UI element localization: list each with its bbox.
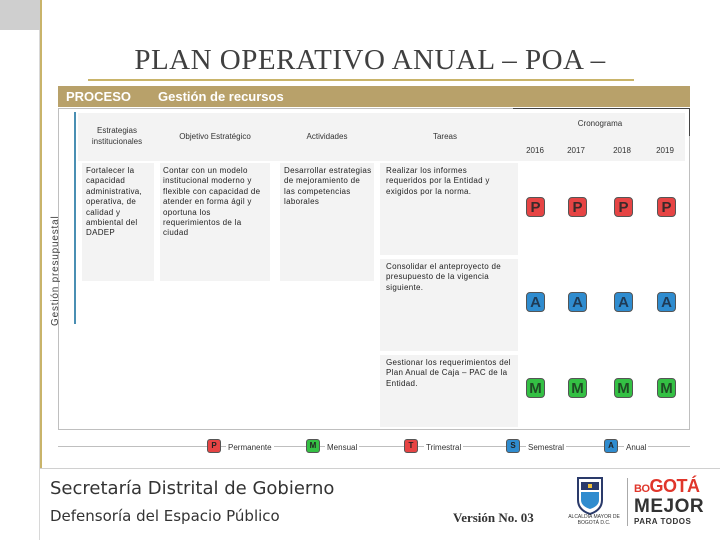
badge-task1-2018: P xyxy=(614,197,633,217)
task-1-text: Realizar los informes requeridos por la Entidad y exigidos por la norma. xyxy=(386,166,490,196)
para-todos-wordmark: PARA TODOS xyxy=(634,517,692,526)
proceso-label: PROCESO xyxy=(66,89,132,104)
page-title: PLAN OPERATIVO ANUAL – POA – xyxy=(134,44,606,76)
legend-m-label: Mensual xyxy=(327,443,358,452)
side-accent-line xyxy=(74,112,76,324)
legend-t-swatch: T xyxy=(404,439,418,453)
bogota-small: BO xyxy=(634,483,650,495)
badge-task3-2017: M xyxy=(568,378,587,398)
left-decor-bar xyxy=(0,0,40,540)
badge-task1-2017: P xyxy=(568,197,587,217)
badge-task2-2018: A xyxy=(614,292,633,312)
badge-task3-2016: M xyxy=(526,378,545,398)
mejor-wordmark: MEJOR xyxy=(634,496,705,517)
header-year-2016: 2016 xyxy=(526,146,544,155)
badge-task2-2017: A xyxy=(568,292,587,312)
bogota-wordmark xyxy=(634,476,700,497)
badge-task1-2016: P xyxy=(526,197,545,217)
side-label: Gestión presupuestal xyxy=(50,215,61,326)
legend-a-label: Anual xyxy=(626,443,647,452)
title-underline xyxy=(88,79,634,81)
legend-m-swatch: M xyxy=(306,439,320,453)
badge-task3-2019: M xyxy=(657,378,676,398)
left-decor-top xyxy=(0,0,40,30)
header-objetivo: Objetivo Estratégico xyxy=(179,132,251,141)
header-actividades: Actividades xyxy=(306,132,348,141)
bogota-big: GOTÁ xyxy=(649,476,700,496)
header-year-2019: 2019 xyxy=(656,146,674,155)
actividad-text: Desarrollar estrategias de mejoramiento de las competencias laborales xyxy=(284,166,372,207)
header-year-2018: 2018 xyxy=(613,146,631,155)
badge-task2-2016: A xyxy=(526,292,545,312)
gold-divider xyxy=(40,0,42,540)
objetivo-text: Contar con un modelo institucional moderno y flexible con capacidad de atender en forma ágil y oportuna los requerimientos de la ciudad xyxy=(163,166,261,238)
legend-s-swatch: S xyxy=(506,439,520,453)
badge-task2-2019: A xyxy=(657,292,676,312)
legend-t-label: Trimestral xyxy=(426,443,462,452)
task-2-text: Consolidar el anteproyecto de presupuesto de la vigencia siguiente. xyxy=(386,262,501,292)
header-year-2017: 2017 xyxy=(567,146,585,155)
badge-task1-2019: P xyxy=(657,197,676,217)
task-3-text: Gestionar los requerimientos del Plan Anual de Caja – PAC de la Entidad. xyxy=(386,358,511,388)
footer-separator xyxy=(627,478,628,526)
alcaldia-text: ALCALDÍA MAYOR DE BOGOTÁ D.C. xyxy=(568,514,620,526)
badge-task3-2018: M xyxy=(614,378,633,398)
defensoria-subtitle: Defensoría del Espacio Público xyxy=(50,507,280,525)
version-label: Versión No. 03 xyxy=(453,510,534,525)
header-cronograma: Cronograma xyxy=(577,119,623,128)
legend-s-label: Semestral xyxy=(528,443,565,452)
estrategia-text: Fortalecer la capacidad administrativa, operativa, de calidad y ambiental del DADEP xyxy=(86,166,143,238)
legend-p-swatch: P xyxy=(207,439,221,453)
header-tareas: Tareas xyxy=(432,132,457,141)
header-estrategias: Estrategias institucionales xyxy=(91,126,143,146)
legend-p-label: Permanente xyxy=(228,443,272,452)
proceso-value: Gestión de recursos xyxy=(158,89,284,104)
legend-line xyxy=(58,446,690,447)
secretaria-title: Secretaría Distrital de Gobierno xyxy=(50,478,335,499)
bogota-logo xyxy=(634,476,704,528)
proceso-bar xyxy=(58,86,690,107)
legend-a-swatch: A xyxy=(604,439,618,453)
